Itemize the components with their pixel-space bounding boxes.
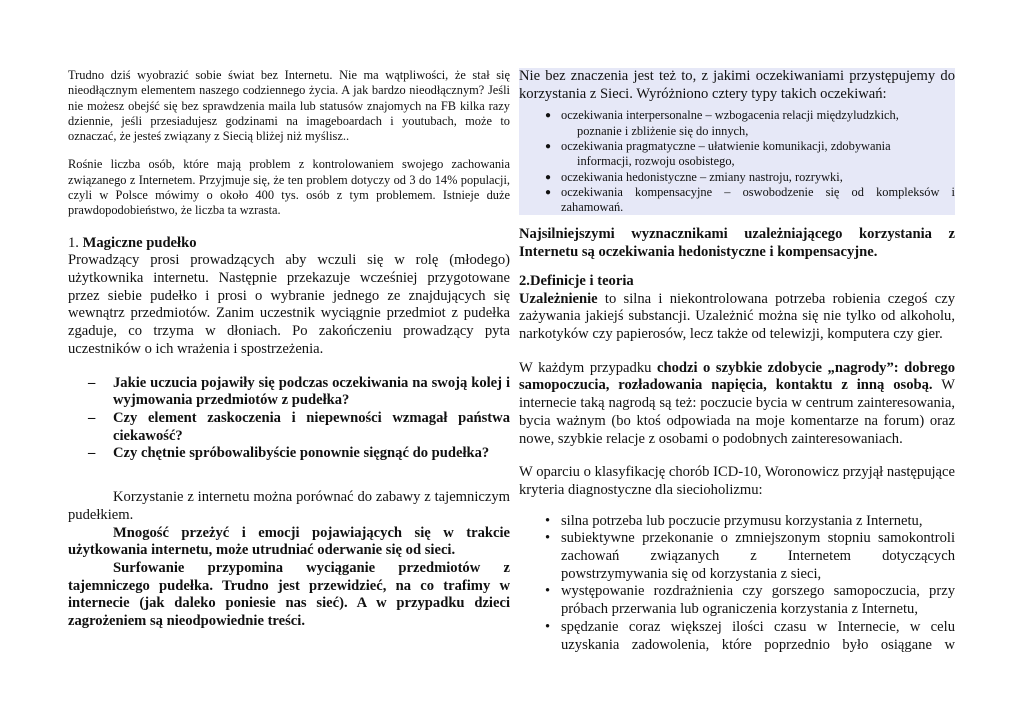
section-heading-definitions: 2.Definicje i teoria bbox=[519, 272, 634, 289]
question-text: Jakie uczucia pojawiły się podczas oczekiwania na swoją kolej i wyjmowania przedmiotów z pudełka? bbox=[113, 374, 510, 409]
key-determinants-statement: Najsilniejszymi wyznacznikami uzależniającego korzystania z Internetu są oczekiwania hedonistyczne i kompensacyjne. bbox=[519, 226, 955, 261]
bullet-marker: • bbox=[545, 583, 551, 600]
expectation-text: oczekiwania hedonistyczne – zmiany nastroju, rozrywki, bbox=[561, 169, 843, 184]
expectation-continuation: informacji, rozwoju osobistego, bbox=[577, 154, 735, 169]
heading-title: Magiczne pudełko bbox=[82, 234, 197, 251]
question-list bbox=[68, 375, 510, 464]
list-item bbox=[519, 583, 955, 618]
list-item bbox=[519, 108, 955, 139]
reward-text-a: W każdym przypadku bbox=[519, 359, 657, 376]
dash-marker: – bbox=[88, 374, 96, 391]
comparison-paragraph: Korzystanie z internetu można porównać do zabawy z tajemniczym pudełkiem. bbox=[68, 489, 510, 523]
list-item bbox=[519, 185, 955, 216]
expectations-intro: Nie bez znaczenia jest też to, z jakimi oczekiwaniami przystępujemy do korzystania z Sieci. Wyróżniono cztery typy takich oczekiwań: bbox=[519, 68, 955, 102]
dash-marker: – bbox=[88, 410, 96, 426]
criterion-text: silna potrzeba lub poczucie przymusu korzystania z Internetu, bbox=[561, 512, 923, 529]
section-heading-magic-box bbox=[68, 235, 510, 253]
list-item bbox=[519, 170, 955, 185]
left-column bbox=[68, 68, 510, 631]
icd-paragraph: W oparciu o klasyfikację chorób ICD-10, Woronowicz przyjął następujące kryteria diagnostyczne dla siecioholizmu: bbox=[519, 464, 955, 498]
criteria-list bbox=[519, 513, 955, 655]
bullet-marker: • bbox=[545, 512, 551, 529]
dash-marker: – bbox=[88, 445, 96, 462]
definition-term: Uzależnienie bbox=[519, 290, 598, 307]
expectation-text: oczekiwania pragmatyczne – ułatwienie komunikacji, zdobywania bbox=[561, 139, 891, 153]
bullet-marker: ● bbox=[545, 110, 552, 122]
definition-text: to silna i niekontrolowana potrzeba robienia czegoś czy zażywania jakiejś substancji. Uzależnić można się nie tylko od alkoholu, narkotyków czy papierosów, lecz także od telewizji, komputera czy gier. bbox=[519, 290, 955, 342]
expectation-text: oczekiwania kompensacyjne – oswobodzenie się od kompleksów i zahamowań. bbox=[561, 184, 955, 215]
list-item bbox=[519, 513, 955, 531]
right-column bbox=[519, 68, 955, 654]
criterion-text: występowanie rozdrażnienia czy gorszego samopoczucia, przy próbach przerwania lub ograniczenia korzystania z Internetu, bbox=[561, 583, 955, 618]
criterion-text: spędzanie coraz większej ilości czasu w Internecie, w celu uzyskania zadowolenia, które poprzednio było osiągane w bbox=[561, 618, 955, 653]
list-item bbox=[519, 139, 955, 170]
bullet-marker: ● bbox=[545, 186, 552, 198]
emotions-paragraph: Mnogość przeżyć i emocji pojawiających się w trakcie użytkowania internetu, może utrudniać oderwanie się od sieci. bbox=[68, 524, 510, 559]
list-item bbox=[519, 619, 955, 654]
reward-paragraph bbox=[519, 360, 955, 449]
bullet-marker: ● bbox=[545, 141, 552, 152]
surfing-paragraph: Surfowanie przypomina wyciąganie przedmiotów z tajemniczego pudełka. Trudno jest przewidzieć, na co trafimy w internecie (jak daleko poniesie nas sieć). A w przypadku dzieci zagrożeniem są nieodpowiednie treści. bbox=[68, 559, 510, 630]
expectation-text: oczekiwania interpersonalne – wzbogacenia relacji międzyludzkich, bbox=[561, 108, 899, 123]
bullet-marker: • bbox=[545, 530, 551, 547]
expectations-list bbox=[519, 108, 955, 215]
heading-number: 1. bbox=[68, 234, 83, 251]
bullet-marker: ● bbox=[545, 171, 552, 183]
list-item bbox=[68, 410, 510, 445]
expectations-box bbox=[519, 68, 955, 215]
definition-paragraph bbox=[519, 291, 955, 344]
list-item bbox=[68, 445, 510, 463]
exercise-description: Prowadzący prosi prowadzących aby wczuli się w rolę (młodego) użytkownika internetu. Następnie przekazuje wcześniej przygotowane przez siebie pudełko i prosi o wybranie jednego ze znajdujących się wewnątrz przedmiotów. Zanim uczestnik wyciągnie przedmiot z pudełka zgaduje, co trzyma w dłoniach. Po zakończeniu prowadzący pyta uczestników o ich wrażenia i spostrzeżenia. bbox=[68, 252, 510, 357]
bullet-marker: • bbox=[545, 618, 551, 635]
reward-text-c: W internecie taką nagrodą są też: poczucie bycia w centrum zainteresowania, bycia ważnym (bo ktoś odpowiada na moje komentarze na forum) oraz nowe, szybkie relacje z osobami o podobnych zainteresowaniach. bbox=[519, 377, 955, 447]
list-item bbox=[68, 375, 510, 410]
expectation-continuation: poznanie i zbliżenie się do innych, bbox=[577, 123, 749, 138]
criterion-text: subiektywne przekonanie o zmniejszonym stopniu samokontroli zachowań związanych z Internetem dotyczących powstrzymywania się od korzystania z sieci, bbox=[561, 530, 955, 582]
list-item bbox=[519, 530, 955, 583]
intro-paragraph: Trudno dziś wyobrazić sobie świat bez Internetu. Nie ma wątpliwości, że stał się nieodłącznym elementem naszego codziennego życia. A jak bardzo nieodłącznym? Jeśli nie możesz obejść się bez sprawdzenia maila lub statusów znajomych na FB kilka razy dziennie, jeśli przesiadujesz godzinami na imageboardach i youtubach, może to oznaczać, że jesteś związany z Siecią bliżej niż myślisz.. bbox=[68, 68, 510, 144]
statistics-paragraph: Rośnie liczba osób, które mają problem z kontrolowaniem swojego zachowania związanego z Internetem. Przyjmuje się, że ten problem dotyczy od 3 do 14% populacji, czyli w Polsce mówimy o około 400 tys. osób z tym problemem. Istnieje duże prawdopodobieństwo, że liczba ta wzrasta. bbox=[68, 157, 510, 218]
question-text: Czy chętnie spróbowalibyście ponownie sięgnąć do pudełka? bbox=[113, 445, 490, 462]
reward-text-bold: chodzi o szybkie zdobycie „nagrody”: dobrego samopoczucia, rozładowania napięcia, kontaktu z inną osobą. bbox=[519, 359, 956, 394]
question-text: Czy element zaskoczenia i niepewności wzmagał państwa ciekawość? bbox=[113, 410, 510, 444]
